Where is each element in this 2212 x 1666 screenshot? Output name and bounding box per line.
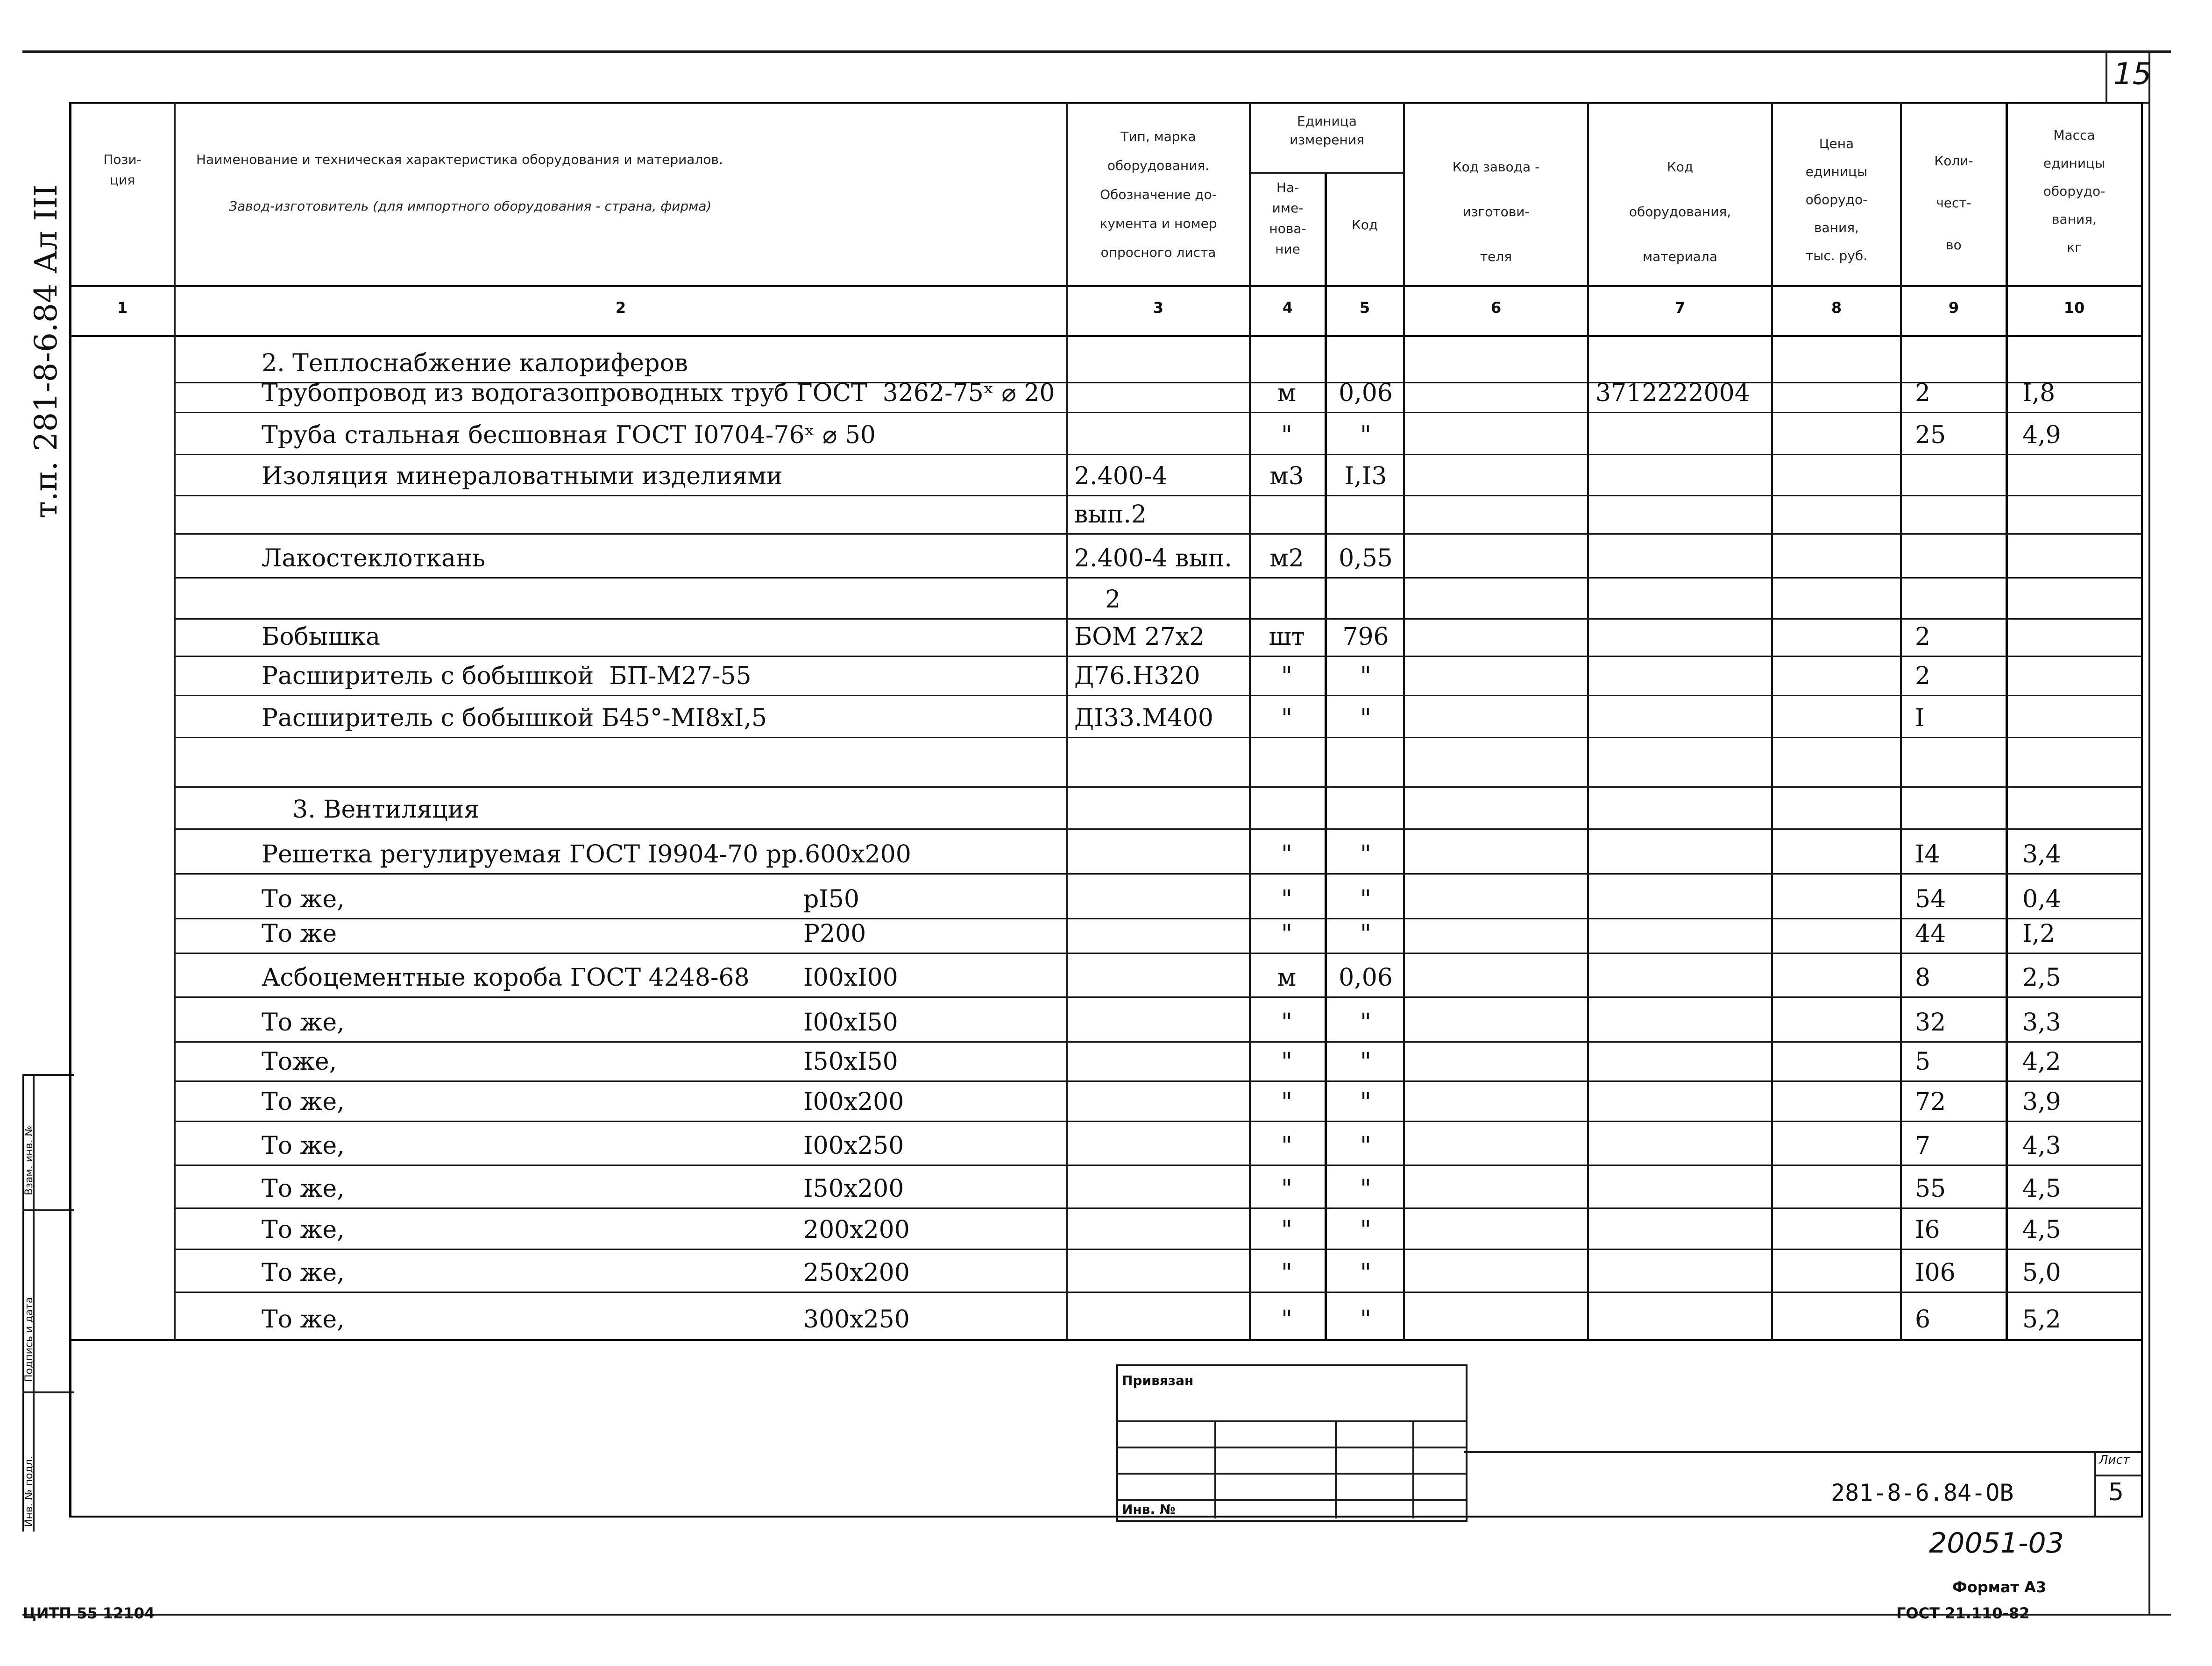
cell-unit: м	[1277, 964, 1297, 992]
cell-unit: "	[1281, 1259, 1292, 1287]
cell-code: 0,06	[1339, 379, 1393, 407]
cell-size: 200х200	[803, 1216, 910, 1244]
cell-mass: 4,2	[2022, 1048, 2061, 1076]
header-type: Тип, марка оборудования. Обозначение до- кумента и номер опросного листа	[1099, 129, 1217, 260]
cell-unit: "	[1281, 662, 1292, 690]
row-line	[174, 828, 2142, 830]
side-doc-code: т.п. 281-8-6.84 Ал III	[28, 184, 64, 518]
stamp-inv-label: Инв. №	[1122, 1502, 1176, 1517]
cell-unit: "	[1281, 1009, 1292, 1037]
sheet-box-left	[2094, 1451, 2096, 1517]
sheet-label: Лист	[2099, 1453, 2130, 1467]
cell-size: I00х250	[803, 1132, 904, 1160]
cell-qty: I	[1915, 704, 1925, 732]
doc-code: 281-8-6.84-ОВ	[1831, 1479, 2014, 1506]
cell-name: Тоже,	[262, 1048, 337, 1076]
cell-code: "	[1360, 1216, 1371, 1244]
header-factory-code: Код завода - изготови- теля	[1452, 159, 1540, 264]
cell-mass: 4,5	[2022, 1216, 2061, 1244]
cell-name: Труба стальная бесшовная ГОСТ I0704-76ˣ ⌀ 50	[262, 421, 876, 449]
title-line	[1464, 1451, 2141, 1453]
cell-unit: "	[1281, 1132, 1292, 1160]
header-position: Пози- ция	[103, 152, 142, 188]
col-number: 1	[117, 299, 128, 317]
cell-qty: 7	[1915, 1132, 1931, 1160]
cell-name: То же,	[262, 1175, 345, 1203]
cell-name: То же,	[262, 1009, 345, 1037]
cell-code: "	[1360, 421, 1371, 449]
cell-unit: м3	[1269, 462, 1304, 490]
row-line	[174, 454, 2142, 455]
cell-code: "	[1360, 662, 1371, 690]
row-line	[174, 1292, 2142, 1293]
cell-name: 3. Вентиляция	[262, 796, 480, 824]
cell-name: Расширитель с бобышкой БП-М27-55	[262, 662, 752, 690]
cell-type: 2	[1074, 586, 1121, 614]
row-line	[174, 618, 2142, 620]
cell-unit: "	[1281, 1088, 1292, 1116]
cell-size: 300х250	[803, 1306, 910, 1334]
cell-code: "	[1360, 885, 1371, 913]
cell-name: Расширитель с бобышкой Б45°-МI8хI,5	[262, 704, 767, 732]
stamp-bound-label: Привязан	[1122, 1373, 1194, 1388]
row-line	[174, 873, 2142, 875]
cell-type: 2.400-4	[1074, 462, 1168, 490]
cell-qty: I6	[1915, 1216, 1940, 1244]
cell-code: "	[1360, 1088, 1371, 1116]
cell-name: Бобышка	[262, 623, 381, 651]
sheet-box-line	[2094, 1475, 2141, 1476]
cell-type: ДI33.М400	[1074, 704, 1214, 732]
header-name-line2: Завод-изготовитель (для импортного оборудования - страна, фирма)	[229, 198, 712, 214]
cell-size: I00хI00	[803, 964, 898, 992]
col-line	[1066, 102, 1068, 1340]
row-line	[174, 577, 2142, 579]
side-stamp-inv: Инв. № подл.	[23, 1456, 35, 1527]
cell-qty: 6	[1915, 1306, 1931, 1334]
header-unit-code: Код	[1351, 217, 1378, 233]
cell-name: То же,	[262, 1306, 345, 1334]
cell-mass: 4,5	[2022, 1175, 2061, 1203]
publisher-label: ЦИТП 55 12104	[22, 1604, 155, 1622]
gost-label: ГОСТ 21.110-82	[1896, 1604, 2030, 1622]
cell-code: 796	[1342, 623, 1389, 651]
cell-name: Лакостеклоткань	[262, 544, 485, 572]
cell-mass: 2,5	[2022, 964, 2061, 992]
inventory-number: 20051-03	[1929, 1527, 2064, 1560]
header-divider	[69, 285, 2143, 287]
cell-unit: "	[1281, 704, 1292, 732]
cell-name: То же,	[262, 1259, 345, 1287]
col-number: 9	[1948, 299, 1959, 317]
cell-name: То же,	[262, 885, 345, 913]
header-price: Цена единицы оборудо- вания, тыс. руб.	[1805, 136, 1868, 263]
cell-qty: I4	[1915, 840, 1940, 868]
col-number: 6	[1490, 299, 1502, 317]
col-line	[2006, 102, 2008, 1340]
cell-unit: "	[1281, 1306, 1292, 1334]
cell-qty: 54	[1915, 885, 1946, 913]
top-border	[22, 50, 2171, 53]
cell-unit: "	[1281, 840, 1292, 868]
cell-qty: 55	[1915, 1175, 1946, 1203]
cell-qty: 2	[1915, 662, 1931, 690]
cell-type: вып.2	[1074, 501, 1147, 529]
row-line	[174, 953, 2142, 954]
cell-name: Асбоцементные короба ГОСТ 4248-68	[262, 964, 750, 992]
header-unit-name: На- име- нова- ние	[1269, 180, 1306, 257]
cell-qty: 8	[1915, 964, 1931, 992]
table-top-border	[69, 102, 2143, 104]
cell-code: "	[1360, 1048, 1371, 1076]
col-line	[1403, 102, 1405, 1340]
cell-name: То же,	[262, 1132, 345, 1160]
side-stamp-line	[22, 1391, 74, 1393]
cell-name: Трубопровод из водогазопроводных труб ГОСТ 3262-75ˣ ⌀ 20	[262, 379, 1055, 407]
col-line	[1587, 102, 1589, 1340]
row-line	[174, 1080, 2142, 1082]
cell-mass: 3,3	[2022, 1009, 2061, 1037]
cell-qty: 2	[1915, 379, 1931, 407]
cell-qty: 5	[1915, 1048, 1931, 1076]
row-line	[174, 1165, 2142, 1166]
cell-code: 0,55	[1339, 544, 1393, 572]
col-line	[1900, 102, 1902, 1340]
col-number: 7	[1674, 299, 1686, 317]
row-line	[174, 495, 2142, 496]
cell-code: 0,06	[1339, 964, 1393, 992]
stamp-col	[1335, 1420, 1337, 1518]
col-number: 2	[615, 299, 626, 317]
col-line	[174, 102, 176, 1340]
cell-code: "	[1360, 1259, 1371, 1287]
cell-name: Решетка регулируемая ГОСТ I9904-70 рр.600х200	[262, 840, 911, 868]
cell-code: "	[1360, 1306, 1371, 1334]
corner-number: 15	[2113, 57, 2152, 92]
header-material-code: Код оборудования, материала	[1629, 159, 1731, 264]
cell-mass: 4,3	[2022, 1132, 2061, 1160]
cell-qty: 2	[1915, 623, 1931, 651]
sheet-number: 5	[2108, 1478, 2124, 1506]
cell-unit: шт	[1269, 623, 1305, 651]
cell-size: I00хI50	[803, 1009, 898, 1037]
numbers-divider	[69, 335, 2143, 337]
right-border	[2148, 50, 2150, 1615]
cell-code: "	[1360, 840, 1371, 868]
cell-code: "	[1360, 704, 1371, 732]
cell-mass: 3,4	[2022, 840, 2061, 868]
cell-type: БОМ 27х2	[1074, 623, 1205, 651]
cell-mat: 3712222004	[1595, 379, 1750, 407]
cell-qty: 25	[1915, 421, 1946, 449]
stamp-col	[1214, 1420, 1216, 1518]
cell-size: Р200	[803, 920, 866, 948]
table-bottom-border	[69, 1339, 2143, 1341]
cell-unit: "	[1281, 1048, 1292, 1076]
col-number: 5	[1359, 299, 1370, 317]
cell-code: "	[1360, 1009, 1371, 1037]
cell-unit: "	[1281, 1175, 1292, 1203]
bottom-border	[22, 1614, 2171, 1616]
cell-mass: I,2	[2022, 920, 2056, 948]
cell-unit: м2	[1269, 544, 1304, 572]
cell-mass: 5,0	[2022, 1259, 2061, 1287]
cell-size: I50хI50	[803, 1048, 898, 1076]
cell-qty: I06	[1915, 1259, 1956, 1287]
cell-name: Изоляция минераловатными изделиями	[262, 462, 783, 490]
col-number: 4	[1282, 299, 1293, 317]
row-line	[174, 1249, 2142, 1250]
cell-size: I50х200	[803, 1175, 904, 1203]
cell-type: 2.400-4 вып.	[1074, 544, 1232, 572]
cell-unit: м	[1277, 379, 1297, 407]
row-line	[174, 1207, 2142, 1209]
side-stamp-replace: Взам. инв. №	[23, 1125, 35, 1195]
side-stamp-sign: Подпись и дата	[23, 1297, 35, 1382]
cell-size: 250х200	[803, 1259, 910, 1287]
col-number: 8	[1831, 299, 1842, 317]
cell-name: То же	[262, 920, 337, 948]
cell-mass: 3,9	[2022, 1088, 2061, 1116]
format-label: Формат А3	[1952, 1578, 2047, 1596]
col-number: 10	[2063, 299, 2085, 317]
header-name-line1: Наименование и техническая характеристика оборудования и материалов.	[196, 152, 723, 167]
row-line	[174, 786, 2142, 788]
cell-mass: I,8	[2022, 379, 2056, 407]
header-quantity: Коли- чест- во	[1934, 153, 1973, 253]
cell-unit: "	[1281, 421, 1292, 449]
cell-mass: 5,2	[2022, 1306, 2061, 1334]
cell-code: "	[1360, 1175, 1371, 1203]
row-line	[174, 737, 2142, 738]
cell-unit: "	[1281, 920, 1292, 948]
cell-name: То же,	[262, 1216, 345, 1244]
cell-qty: 72	[1915, 1088, 1946, 1116]
cell-qty: 44	[1915, 920, 1946, 948]
cell-unit: "	[1281, 885, 1292, 913]
table-right-border	[2141, 102, 2143, 1517]
cell-size: I00х200	[803, 1088, 904, 1116]
cell-mass: 0,4	[2022, 885, 2061, 913]
cell-type: Д76.Н320	[1074, 662, 1200, 690]
row-line	[174, 412, 2142, 413]
row-line	[174, 1041, 2142, 1043]
cell-code: "	[1360, 1132, 1371, 1160]
row-line	[174, 695, 2142, 696]
row-line	[174, 1121, 2142, 1122]
col-line	[1249, 102, 1251, 1340]
header-unit: Единица измерения	[1290, 113, 1364, 148]
cell-code: I,I3	[1344, 462, 1387, 490]
row-line	[174, 656, 2142, 657]
cell-size: рI50	[803, 885, 859, 913]
corner-box-left	[2106, 52, 2107, 104]
cell-mass: 4,9	[2022, 421, 2061, 449]
unit-subheader-line	[1249, 172, 1404, 174]
cell-name: То же,	[262, 1088, 345, 1116]
cell-unit: "	[1281, 1216, 1292, 1244]
col-line	[1771, 102, 1773, 1340]
side-stamp-line	[22, 1074, 74, 1076]
row-line	[174, 533, 2142, 535]
cell-name: 2. Теплоснабжение калориферов	[262, 349, 688, 377]
row-line	[174, 996, 2142, 998]
stamp-col	[1412, 1420, 1414, 1518]
header-mass: Масса единицы оборудо- вания, кг	[2043, 127, 2106, 255]
col-number: 3	[1153, 299, 1164, 317]
frame-bottom-border	[69, 1516, 2143, 1518]
cell-qty: 32	[1915, 1009, 1946, 1037]
row-line	[174, 918, 2142, 919]
cell-code: "	[1360, 920, 1371, 948]
side-stamp-line	[22, 1209, 74, 1211]
